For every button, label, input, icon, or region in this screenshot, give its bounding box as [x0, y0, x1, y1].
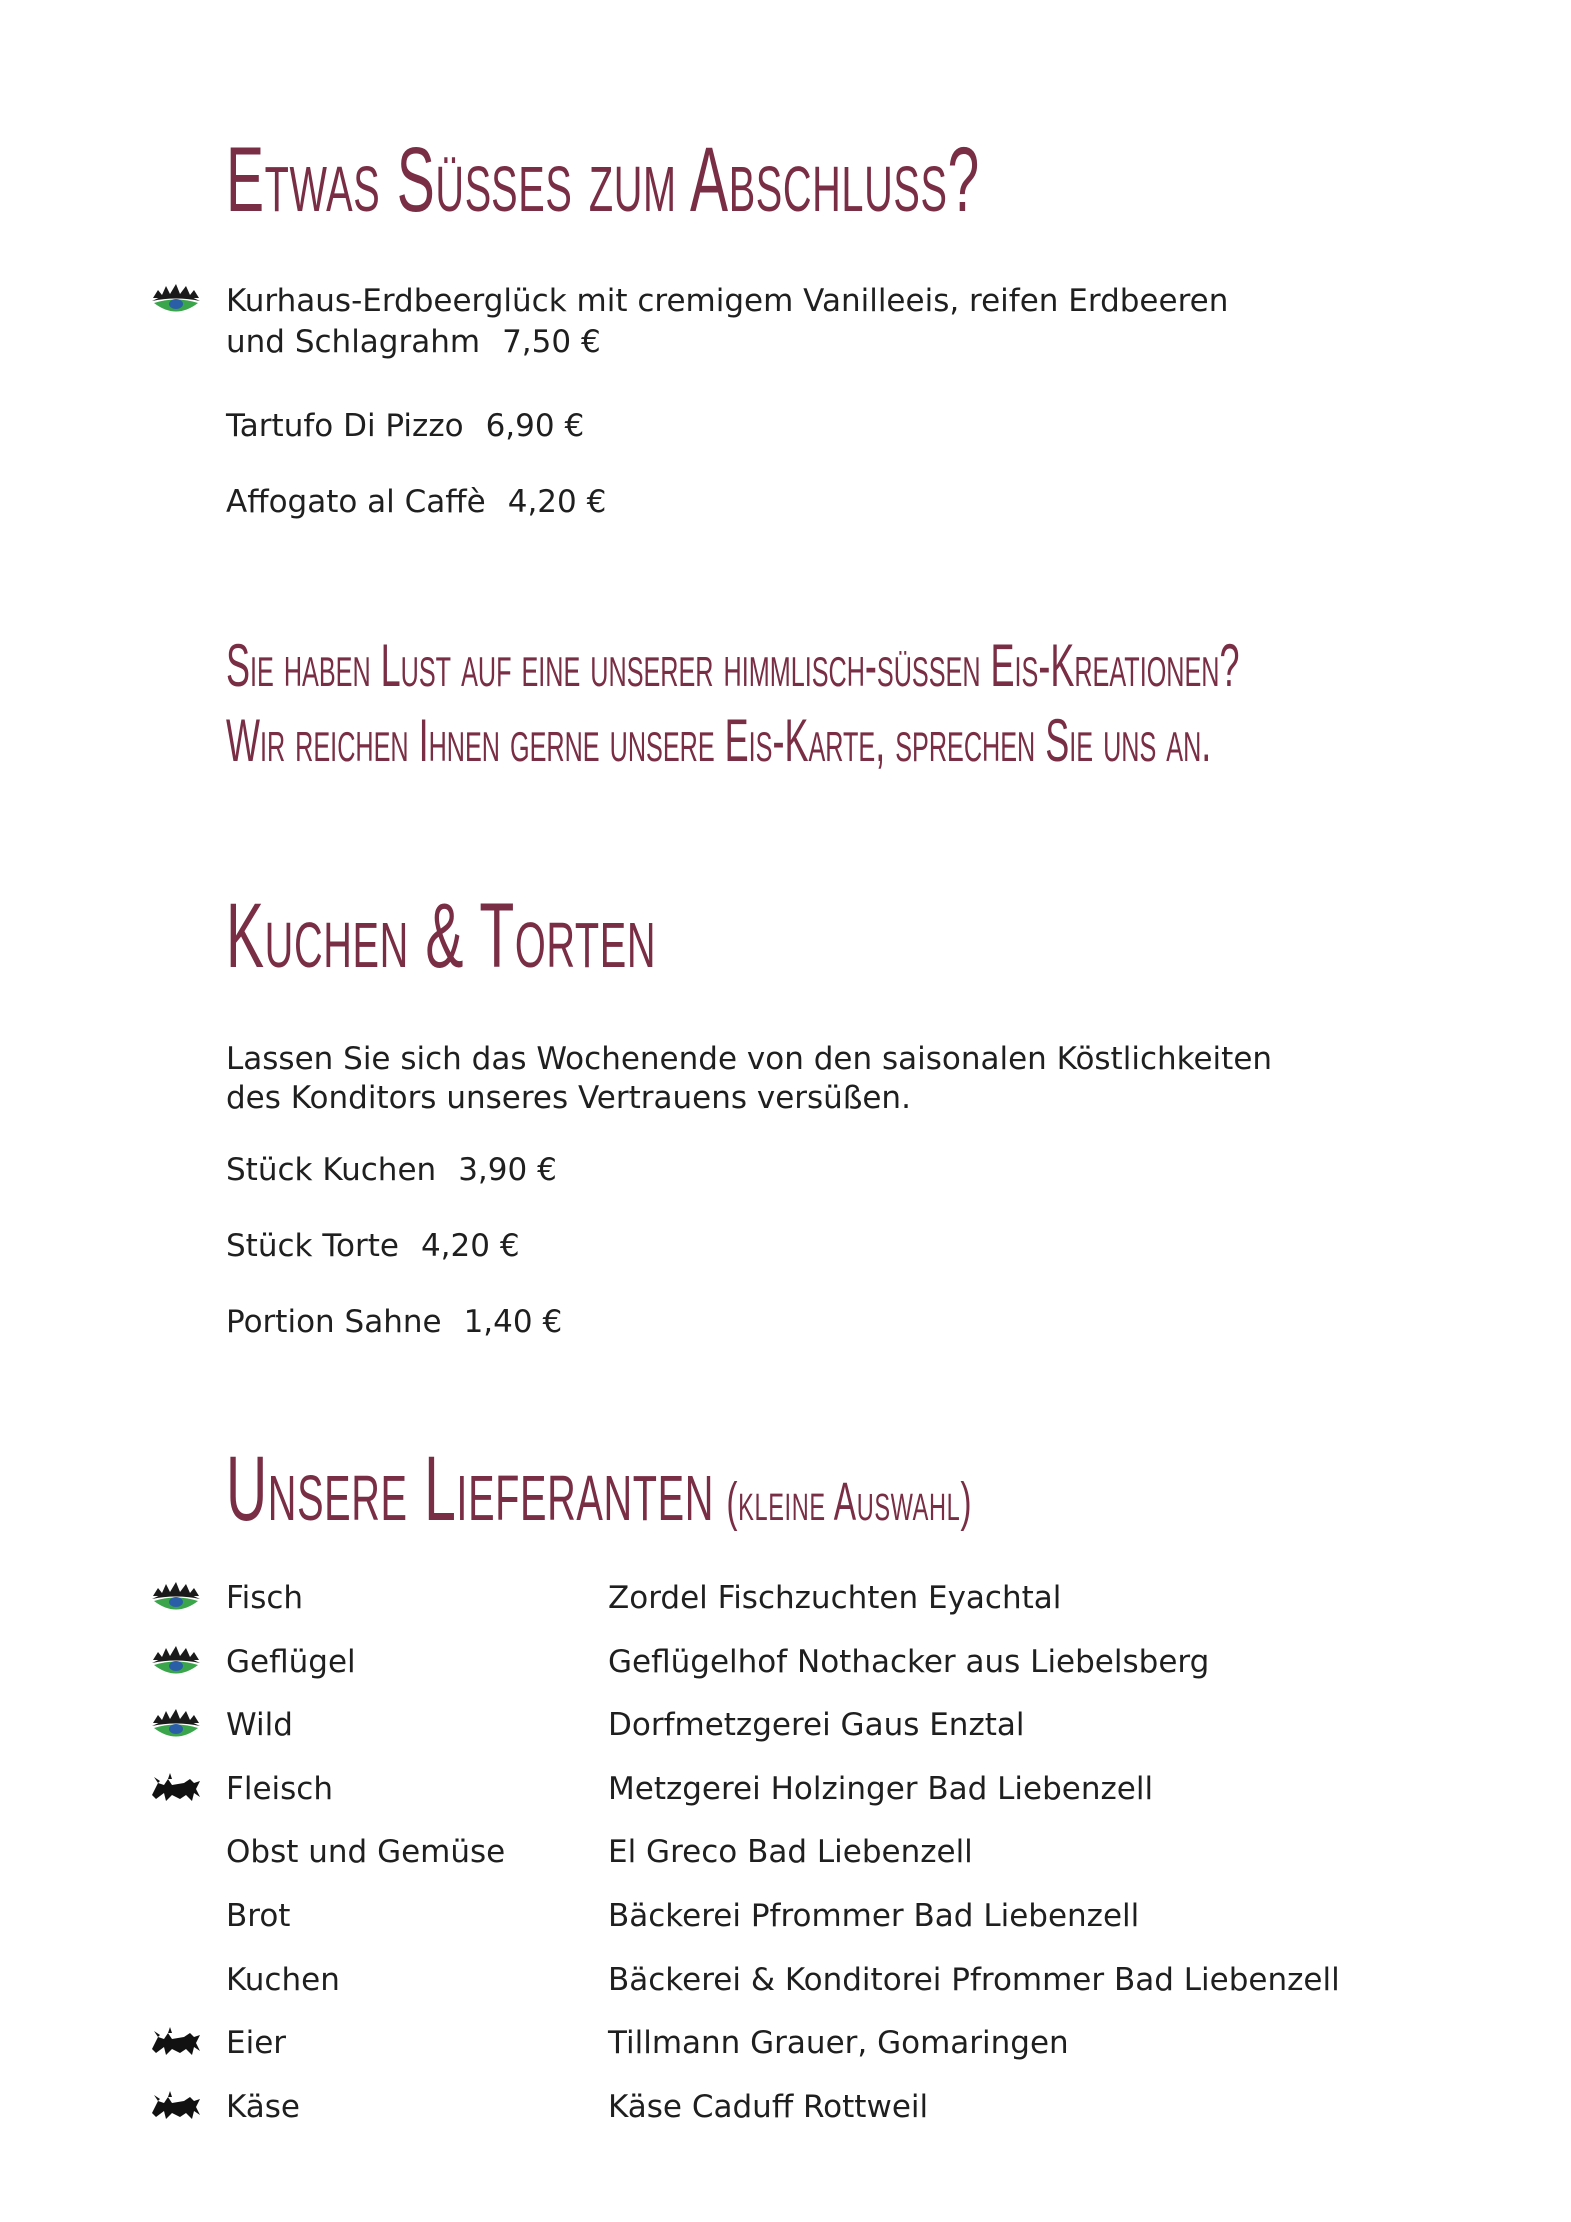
supplier-name: El Greco Bad Liebenzell	[608, 1834, 973, 1871]
cakes-desc-line1: Lassen Sie sich das Wochenende von den saisonalen Köstlichkeiten	[226, 1041, 1273, 1077]
supplier-name: Tillmann Grauer, Gomaringen	[608, 2025, 1069, 2062]
supplier-name: Dorfmetzgerei Gaus Enztal	[608, 1707, 1025, 1744]
lion-icon	[150, 2025, 202, 2061]
cake-name: Stück Torte	[226, 1228, 399, 1264]
dessert-price: 4,20 €	[507, 484, 607, 520]
cakes-heading: Kuchen & Torten	[226, 885, 657, 987]
cake-price: 4,20 €	[420, 1228, 520, 1264]
supplier-category: Käse	[226, 2088, 301, 2125]
eye-icon	[150, 1707, 202, 1743]
supplier-row	[0, 1768, 1571, 1810]
supplier-category: Kuchen	[226, 1961, 340, 1998]
desserts-heading: Etwas Süßes zum Abschluss?	[226, 129, 980, 231]
dessert-name-line2: und Schlagrahm	[226, 324, 481, 360]
supplier-row	[0, 1959, 1571, 2001]
dessert-name: Affogato al Caffè	[226, 484, 486, 520]
supplier-row	[0, 1577, 1571, 1619]
supplier-name: Geflügelhof Nothacker aus Liebelsberg	[608, 1643, 1210, 1680]
cakes-desc-line2: des Konditors unseres Vertrauens versüßen.	[226, 1080, 911, 1116]
dessert-name: Tartufo Di Pizzo	[226, 408, 464, 444]
supplier-name: Metzgerei Holzinger Bad Liebenzell	[608, 1770, 1154, 1807]
supplier-row	[0, 2022, 1571, 2064]
supplier-row	[0, 1895, 1571, 1937]
suppliers-heading	[226, 1438, 973, 1540]
cake-item-kuchen	[226, 1150, 1326, 1191]
lion-icon	[150, 2089, 202, 2125]
supplier-category: Fisch	[226, 1580, 304, 1616]
supplier-category: Geflügel	[226, 1643, 356, 1680]
supplier-category: Brot	[226, 1898, 291, 1934]
supplier-category: Eier	[226, 2025, 287, 2062]
eye-icon	[150, 1644, 202, 1680]
cake-price: 3,90 €	[458, 1152, 557, 1188]
dessert-item-erdbeerglueck	[226, 281, 1326, 363]
eye-icon	[150, 282, 202, 318]
dessert-price: 6,90 €	[485, 408, 585, 444]
cake-item-torte	[226, 1226, 1326, 1267]
promo-line2: Wir reichen Ihnen gerne unsere Eis-Karte, sprechen Sie uns an.	[226, 707, 1212, 774]
supplier-name: Zordel Fischzuchten Eyachtal	[608, 1580, 1062, 1616]
cake-price: 1,40 €	[463, 1304, 563, 1340]
dessert-item-tartufo	[226, 406, 1326, 447]
cake-item-sahne	[226, 1302, 1326, 1343]
supplier-row	[0, 1641, 1571, 1683]
supplier-row	[0, 1831, 1571, 1873]
supplier-row	[0, 1704, 1571, 1746]
eye-icon	[150, 1580, 202, 1616]
dessert-price: 7,50 €	[502, 324, 601, 360]
cake-name: Stück Kuchen	[226, 1152, 437, 1188]
supplier-name: Bäckerei & Konditorei Pfrommer Bad Liebenzell	[608, 1961, 1340, 1998]
supplier-row	[0, 2086, 1571, 2128]
supplier-name: Käse Caduff Rottweil	[608, 2088, 929, 2125]
supplier-category: Wild	[226, 1707, 293, 1744]
promo-line1: Sie haben Lust auf eine unserer himmlisch-süßen Eis-Kreationen?	[226, 632, 1240, 699]
ice-cream-promo	[226, 628, 1240, 778]
suppliers-heading-sub: (kleine Auswahl)	[726, 1472, 973, 1532]
suppliers-heading-main: Unsere Lieferanten	[226, 1438, 714, 1540]
dessert-name-line1: Kurhaus-Erdbeerglück mit cremigem Vanilleeis, reifen Erdbeeren	[226, 283, 1229, 319]
supplier-category: Fleisch	[226, 1770, 333, 1807]
supplier-category: Obst und Gemüse	[226, 1834, 506, 1871]
lion-icon	[150, 1771, 202, 1807]
cakes-description	[226, 1040, 1326, 1118]
dessert-item-affogato	[226, 482, 1326, 523]
supplier-name: Bäckerei Pfrommer Bad Liebenzell	[608, 1898, 1140, 1934]
cake-name: Portion Sahne	[226, 1304, 442, 1340]
